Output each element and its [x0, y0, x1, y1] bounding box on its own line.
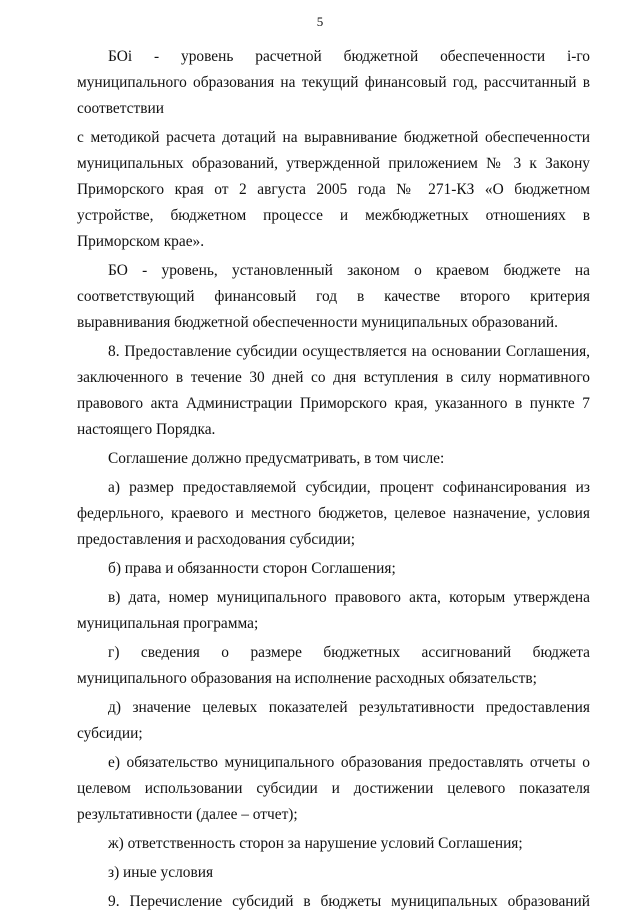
paragraph-bo-i-definition: БОi - уровень расчетной бюджетной обеспеченности i-го муниципального образования на текущий финансовый год, рассчитанный в соответствии	[77, 48, 590, 117]
paragraph-methodology: с методикой расчета дотаций на выравнивание бюджетной обеспеченности муниципальных образований, утвержденной приложением № 3 к Закону Приморского края от 2 августа 2005 года № 271-КЗ «О бюджетном устройстве, бюджетном процессе и межбюджетных отношениях в Приморском крае».	[77, 129, 590, 250]
paragraph-item-9: 9. Перечисление субсидий в бюджеты муниципальных образований	[108, 893, 590, 910]
paragraph-item-z: з) иные условия	[108, 864, 214, 881]
paragraph-agreement-intro: Соглашение должно предусматривать, в том числе:	[108, 450, 445, 467]
page-number: 5	[316, 14, 324, 29]
document-body	[77, 44, 590, 918]
paragraph-item-d: д) значение целевых показателей результативности предоставления субсидии;	[77, 699, 590, 742]
paragraph-item-e: е) обязательство муниципального образования предоставлять отчеты о целевом использовании субсидии и достижении целевого показателя результативности (далее – отчет);	[77, 754, 590, 823]
paragraph-item-a: а) размер предоставляемой субсидии, процент софинансирования из федерльного, краевого и местного бюджетов, целевое назначение, условия предоставления и расходования субсидии;	[77, 479, 590, 548]
paragraph-bo-definition: БО - уровень, установленный законом о краевом бюджете на соответствующий финансовый год в качестве второго критерия выравнивания бюджетной обеспеченности муниципальных образований.	[77, 262, 590, 331]
paragraph-item-g: г) сведения о размере бюджетных ассигнований бюджета муниципального образования на исполнение расходных обязательств;	[77, 644, 590, 687]
paragraph-item-v: в) дата, номер муниципального правового акта, которым утверждена муниципальная программа;	[77, 589, 590, 632]
paragraph-item-8: 8. Предоставление субсидии осуществляется на основании Соглашения, заключенного в течение 30 дней со дня вступления в силу нормативного правового акта Администрации Приморского края, указанного в пункте 7 настоящего Порядка.	[77, 343, 590, 438]
paragraph-item-b: б) права и обязанности сторон Соглашения;	[108, 560, 396, 577]
paragraph-item-zh: ж) ответственность сторон за нарушение условий Соглашения;	[108, 835, 523, 852]
